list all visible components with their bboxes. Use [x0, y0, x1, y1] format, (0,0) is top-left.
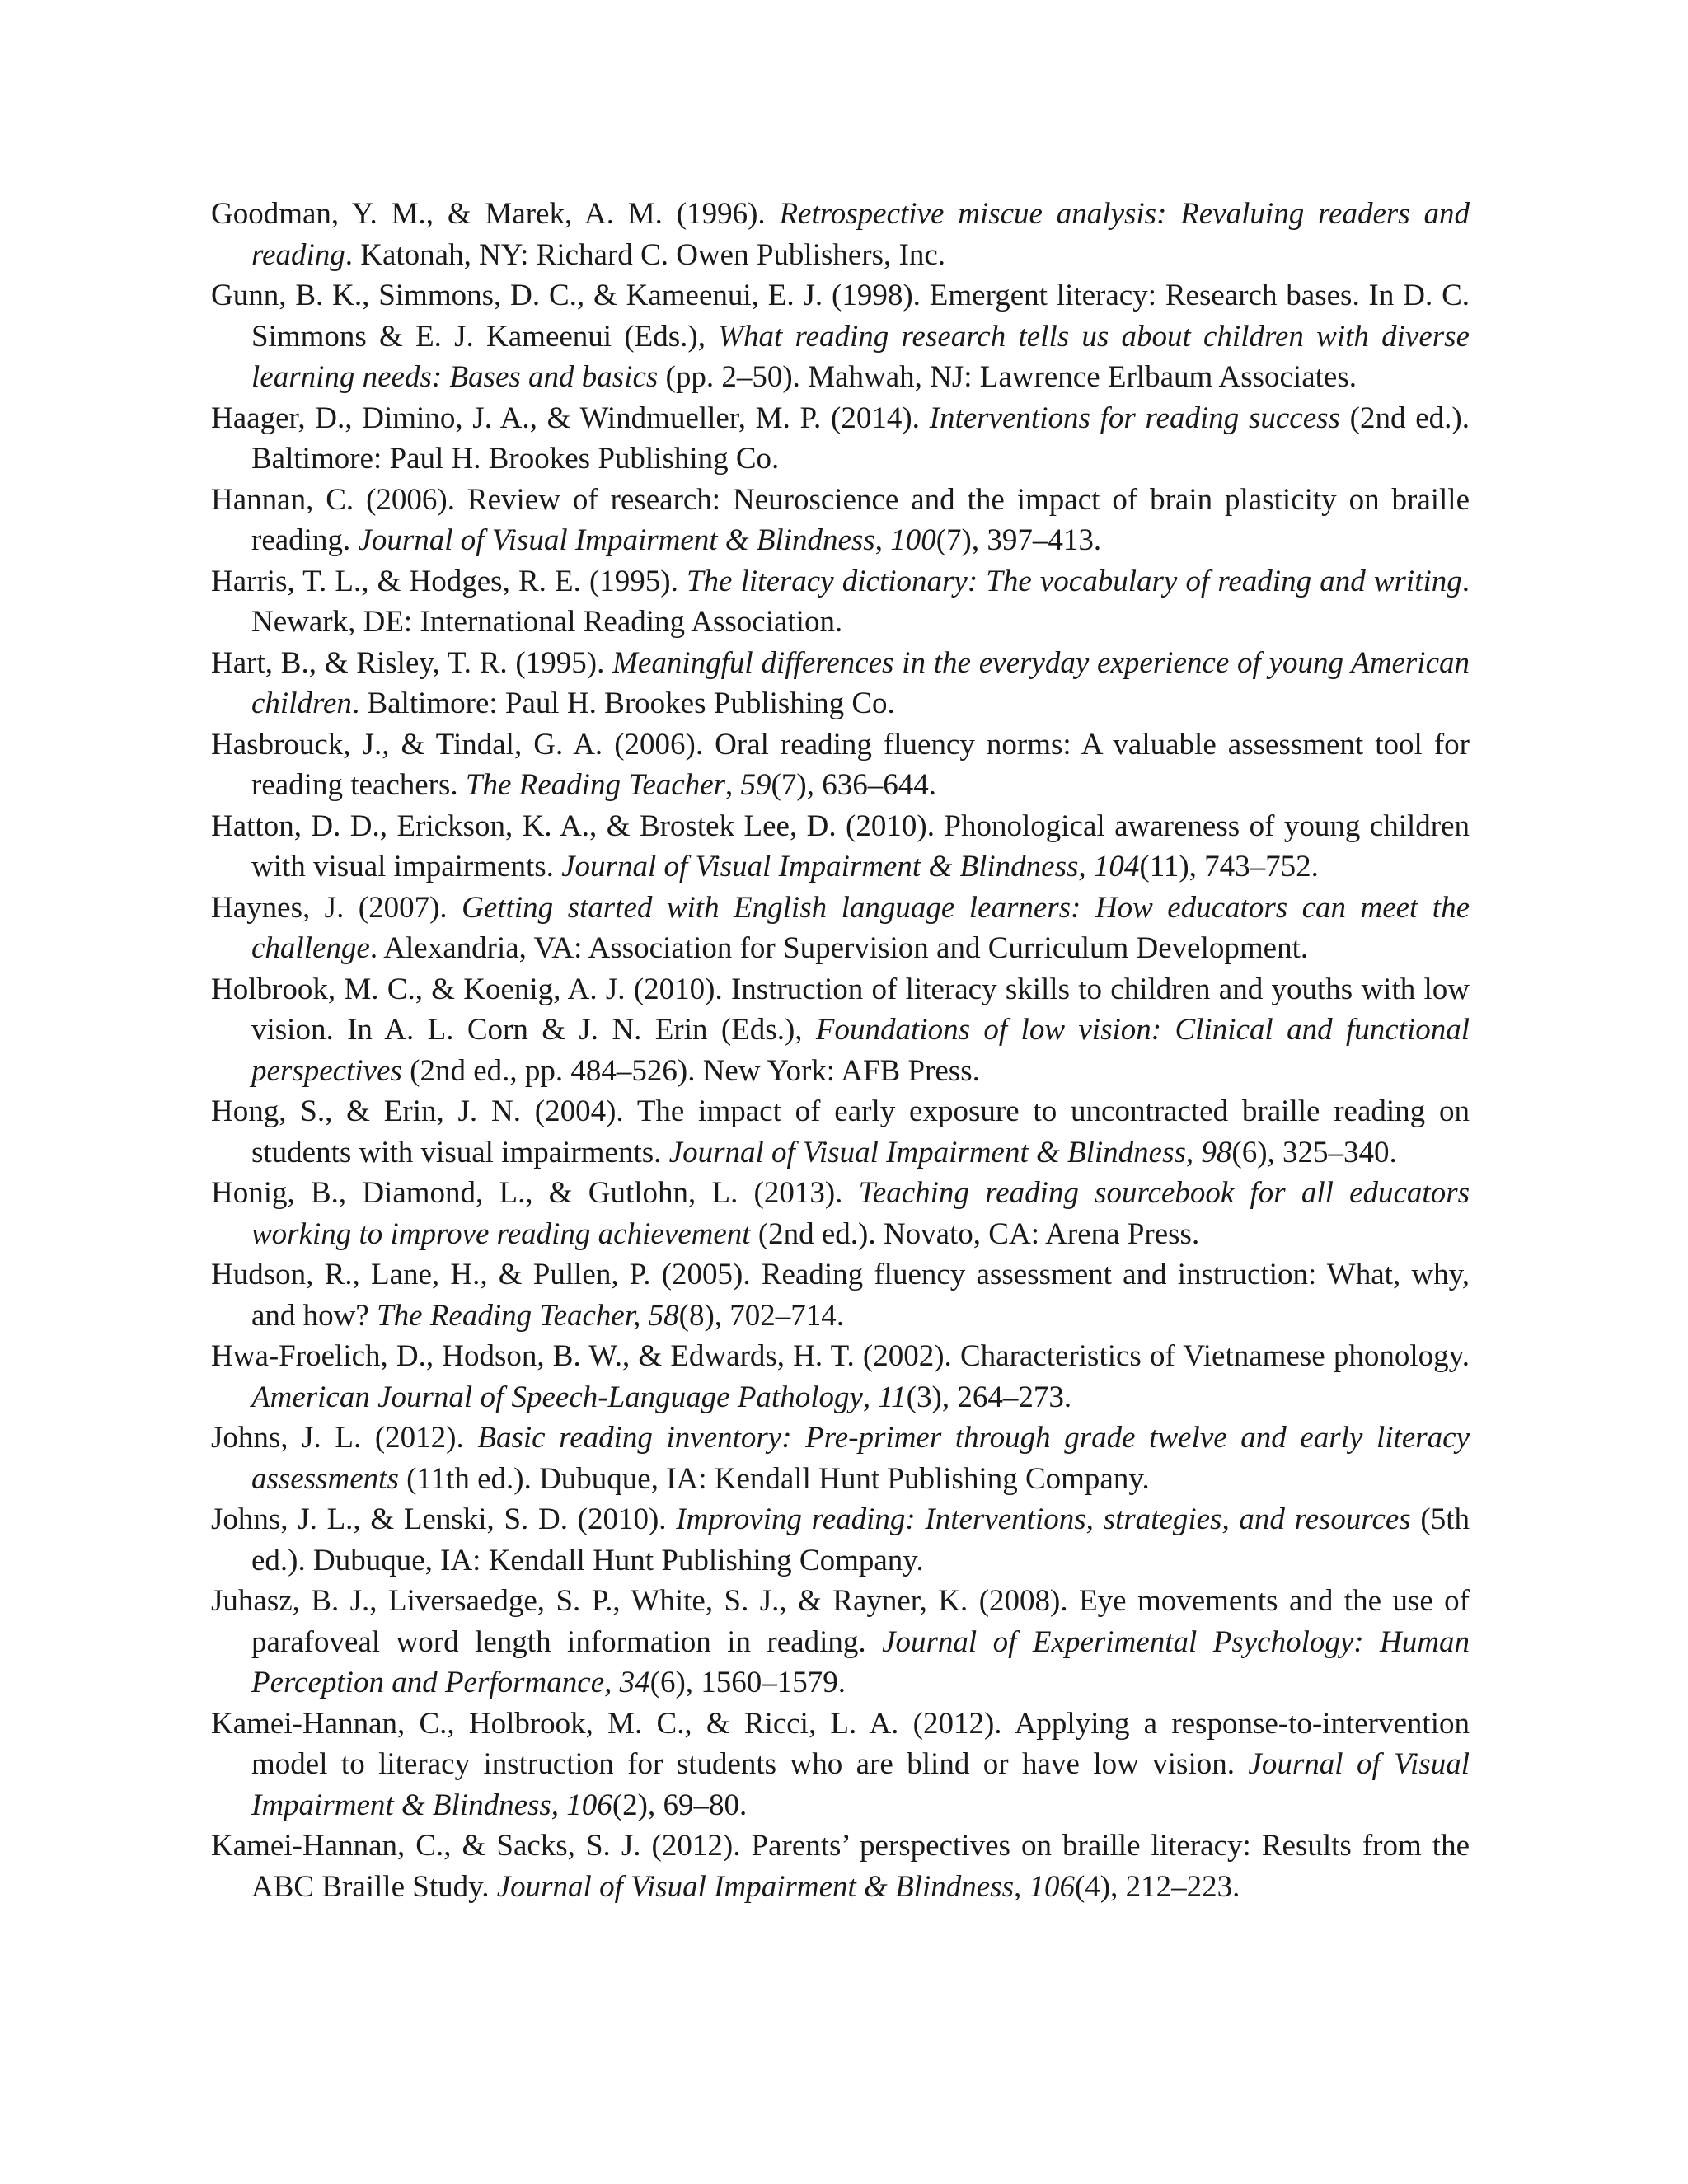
reference-text-segment: Johns, J. L. (2012).	[211, 1421, 478, 1455]
reference-text-segment: Hwa-Froelich, D., Hodson, B. W., & Edwards, H. T. (2002). Characteristics of Vietnamese phonology.	[211, 1339, 1470, 1373]
reference-entry	[211, 194, 1470, 275]
reference-entry	[211, 1091, 1470, 1173]
reference-italic-segment: Getting started with English language learners: How educators can meet the challenge	[251, 890, 1470, 965]
reference-italic-segment: Journal of Visual Impairment & Blindness	[358, 523, 875, 557]
reference-text-segment: Holbrook, M. C., & Koenig, A. J. (2010). Instruction of literacy skills to children and youths with low vision. In A. L. Corn & J. N. Erin (Eds.),	[211, 972, 1470, 1047]
reference-entry	[211, 275, 1470, 398]
reference-italic-segment: Journal of Visual Impairment & Blindness	[668, 1135, 1186, 1169]
reference-entry	[211, 398, 1470, 480]
reference-italic-segment: Improving reading: Interventions, strategies, and resources	[676, 1502, 1411, 1536]
reference-text-segment: ,	[862, 1380, 879, 1414]
reference-italic-segment: Journal of Visual Impairment & Blindness, 106	[251, 1747, 1470, 1822]
reference-text-segment: . Alexandria, VA: Association for Supervision and Curriculum Development.	[369, 931, 1309, 965]
reference-italic-segment: 98	[1201, 1135, 1232, 1169]
reference-list	[211, 194, 1470, 1907]
reference-text-segment: Kamei-Hannan, C., Holbrook, M. C., & Ricci, L. A. (2012). Applying a response-to-intervention model to literacy instruction for students who are blind or have low vision.	[211, 1706, 1470, 1781]
reference-italic-segment: 100	[890, 523, 936, 557]
reference-text-segment: Johns, J. L., & Lenski, S. D. (2010).	[211, 1502, 677, 1536]
reference-text-segment: Hatton, D. D., Erickson, K. A., & Brostek Lee, D. (2010). Phonological awareness of young children with visual impairments.	[211, 808, 1470, 883]
reference-text-segment: Honig, B., Diamond, L., & Gutlohn, L. (2013).	[211, 1176, 859, 1210]
reference-text-segment: Harris, T. L., & Hodges, R. E. (1995).	[211, 564, 687, 598]
reference-text-segment: Haager, D., Dimino, J. A., & Windmueller, M. P. (2014).	[211, 401, 930, 435]
reference-text-segment: (6), 1560–1579.	[649, 1666, 846, 1699]
reference-entry	[211, 1499, 1470, 1581]
reference-text-segment: ,	[1185, 1135, 1202, 1169]
reference-text-segment: . Newark, DE: International Reading Association.	[251, 564, 1470, 639]
reference-text-segment: Hannan, C. (2006). Review of research: Neuroscience and the impact of brain plasticity on braille reading.	[211, 482, 1470, 557]
reference-italic-segment: Meaningful differences in the everyday experience of young American children	[251, 645, 1470, 720]
reference-text-segment: (pp. 2–50). Mahwah, NJ: Lawrence Erlbaum Associates.	[658, 360, 1357, 394]
reference-entry	[211, 1254, 1470, 1336]
reference-italic-segment: Retrospective miscue analysis: Revaluing readers and reading	[251, 197, 1470, 272]
reference-text-segment: (3), 264–273.	[906, 1380, 1072, 1414]
reference-text-segment: Gunn, B. K., Simmons, D. C., & Kameenui, E. J. (1998). Emergent literacy: Research bases. In D. C. Simmons & E. J. Kameenui (Eds.),	[211, 279, 1470, 354]
reference-italic-segment: The Reading Teacher, 58	[377, 1298, 679, 1333]
reference-text-segment: (2nd ed.). Novato, CA: Arena Press.	[750, 1216, 1200, 1251]
reference-entry	[211, 561, 1470, 643]
reference-text-segment: (6), 325–340.	[1231, 1135, 1397, 1169]
reference-text-segment: ,	[874, 523, 891, 557]
reference-text-segment: Hong, S., & Erin, J. N. (2004). The impact of early exposure to uncontracted braille reading on students with visual impairments.	[211, 1094, 1470, 1169]
reference-italic-segment: 11	[878, 1380, 907, 1414]
reference-entry	[211, 1173, 1470, 1254]
reference-italic-segment: The Reading Teacher	[465, 768, 726, 802]
reference-entry	[211, 1418, 1470, 1499]
reference-text-segment: . Baltimore: Paul H. Brookes Publishing Co.	[351, 687, 895, 720]
reference-text-segment: Hasbrouck, J., & Tindal, G. A. (2006). Oral reading fluency norms: A valuable assessment tool for reading teachers.	[211, 727, 1470, 802]
reference-text-segment: Haynes, J. (2007).	[211, 890, 462, 925]
reference-text-segment: (11th ed.). Dubuque, IA: Kendall Hunt Publishing Company.	[398, 1461, 1150, 1496]
reference-entry	[211, 1336, 1470, 1418]
reference-text-segment: Goodman, Y. M., & Marek, A. M. (1996).	[211, 197, 780, 231]
reference-text-segment: Hart, B., & Risley, T. R. (1995).	[211, 645, 613, 680]
reference-text-segment: Hudson, R., Lane, H., & Pullen, P. (2005). Reading fluency assessment and instruction: What, why, and how?	[211, 1258, 1470, 1333]
reference-italic-segment: 59	[740, 768, 771, 802]
reference-italic-segment: American Journal of Speech-Language Pathology	[251, 1380, 863, 1414]
reference-italic-segment: Journal of Experimental Psychology: Human Perception and Performance, 34	[251, 1624, 1470, 1699]
reference-text-segment: (11), 743–752.	[1139, 850, 1319, 883]
reference-entry	[211, 806, 1470, 888]
reference-italic-segment: Interventions for reading success	[929, 401, 1340, 435]
reference-entry	[211, 724, 1470, 806]
reference-text-segment: (7), 397–413.	[935, 523, 1102, 557]
reference-entry	[211, 1704, 1470, 1826]
reference-text-segment: (7), 636–644.	[771, 768, 936, 802]
reference-italic-segment: Basic reading inventory: Pre-primer through grade twelve and early literacy assessments	[251, 1421, 1470, 1496]
reference-text-segment: (8), 702–714.	[678, 1298, 845, 1333]
reference-italic-segment: Journal of Visual Impairment & Blindness, 104	[561, 850, 1140, 883]
reference-text-segment: ,	[725, 768, 741, 802]
reference-text-segment: Kamei-Hannan, C., & Sacks, S. J. (2012). Parents’ perspectives on braille literacy: Results from the ABC Braille Study.	[211, 1829, 1470, 1904]
reference-italic-segment: Foundations of low vision: Clinical and functional perspectives	[251, 1013, 1470, 1088]
reference-text-segment: (2), 69–80.	[612, 1788, 748, 1822]
reference-italic-segment: Journal of Visual Impairment & Blindness, 106	[496, 1869, 1075, 1904]
reference-entry	[211, 888, 1470, 969]
reference-text-segment: (2nd ed.). Baltimore: Paul H. Brookes Publishing Co.	[251, 401, 1470, 476]
reference-entry	[211, 969, 1470, 1092]
reference-entry	[211, 1825, 1470, 1907]
reference-italic-segment: What reading research tells us about children with diverse learning needs: Bases and basics	[251, 319, 1470, 394]
reference-text-segment: (2nd ed., pp. 484–526). New York: AFB Press.	[401, 1053, 980, 1088]
reference-italic-segment: Teaching reading sourcebook for all educators working to improve reading achievement	[251, 1176, 1470, 1251]
reference-text-segment: (5th ed.). Dubuque, IA: Kendall Hunt Publishing Company.	[251, 1502, 1470, 1577]
reference-text-segment: Juhasz, B. J., Liversaedge, S. P., White, S. J., & Rayner, K. (2008). Eye movements and the use of parafoveal word length information in reading.	[211, 1584, 1470, 1659]
reference-text-segment: (4), 212–223.	[1074, 1869, 1240, 1904]
reference-entry	[211, 643, 1470, 724]
reference-italic-segment: The literacy dictionary: The vocabulary of reading and writing	[686, 564, 1462, 598]
reference-entry	[211, 1581, 1470, 1704]
reference-entry	[211, 480, 1470, 561]
reference-text-segment: . Katonah, NY: Richard C. Owen Publishers, Inc.	[345, 237, 945, 272]
